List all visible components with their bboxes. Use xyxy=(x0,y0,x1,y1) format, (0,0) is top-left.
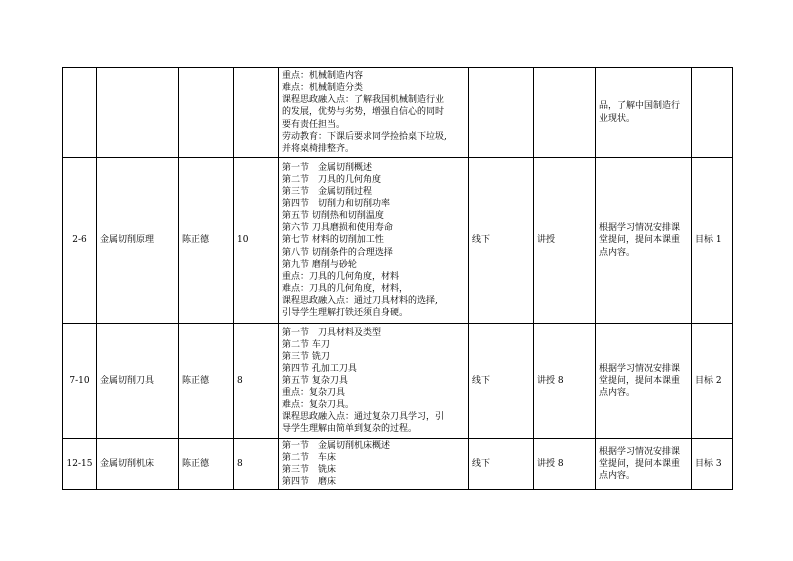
teacher-cell: 陈正德 xyxy=(179,158,234,324)
content-line: 第一节 金属切削概述 xyxy=(282,162,373,173)
method-cell: 讲授 xyxy=(534,158,596,324)
content-line: 第三节 铣刀 xyxy=(282,351,330,362)
content-line: 的发展，优势与劣势，增强自信心的同时 xyxy=(282,107,445,118)
content-line: 课程思政融入点：通过刀具材料的选择, xyxy=(282,295,438,306)
chapter-cell: 金属切削机床 xyxy=(97,439,179,490)
table-row xyxy=(63,68,733,158)
content-line: 第四节 切削力和切削功率 xyxy=(282,199,391,210)
mode-cell: 线下 xyxy=(469,158,534,324)
content-line: 难点：机械制造分类 xyxy=(282,83,364,94)
chapter-cell: 金属切削刀具 xyxy=(97,324,179,439)
week-cell: 2-6 xyxy=(63,158,97,324)
hours-cell: 8 xyxy=(234,439,279,490)
content-line: 第一节 刀具材料及类型 xyxy=(282,327,382,338)
content-line: 难点：刀具的几何角度，材料， xyxy=(282,283,409,294)
content-line: 要有责任担当。 xyxy=(282,119,346,130)
content-line: 重点：机械制造内容 xyxy=(282,71,364,82)
content-cell xyxy=(279,324,469,439)
teaching-schedule-table xyxy=(62,67,733,490)
content-line: 第三节 铣床 xyxy=(282,465,337,475)
content-line: 第五节 复杂刀具 xyxy=(282,375,348,386)
content-line: 导学生理解由简单到复杂的过程。 xyxy=(282,424,418,435)
note-cell: 品，了解中国制造行业现状。 xyxy=(596,68,692,158)
goal-cell: 目标 1 xyxy=(692,158,733,324)
content-line: 课程思政融入点：了解我国机械制造行业 xyxy=(282,95,445,106)
content-line: 第二节 刀具的几何角度 xyxy=(282,174,382,185)
table-row xyxy=(63,324,733,439)
mode-cell: 线下 xyxy=(469,439,534,490)
content-line: 第二节 车刀 xyxy=(282,339,330,350)
method-cell xyxy=(534,68,596,158)
note-cell: 根据学习情况安排课堂提问，提问本课重点内容。 xyxy=(596,158,692,324)
mode-cell: 线下 xyxy=(469,324,534,439)
content-line: 第九节 磨削与砂轮 xyxy=(282,259,357,270)
week-cell xyxy=(63,68,97,158)
teacher-cell: 陈正德 xyxy=(179,439,234,490)
chapter-cell: 金属切削原理 xyxy=(97,158,179,324)
content-line: 重点：刀具的几何角度，材料 xyxy=(282,271,400,282)
note-cell: 根据学习情况安排课堂提问，提问本课重点内容。 xyxy=(596,324,692,439)
note-cell: 根据学习情况安排课堂提问，提问本课重点内容。 xyxy=(596,439,692,490)
mode-cell xyxy=(469,68,534,158)
content-line: 第一节 金属切削机床概述 xyxy=(282,440,391,451)
content-cell xyxy=(279,439,469,490)
chapter-cell xyxy=(97,68,179,158)
goal-cell: 目标 3 xyxy=(692,439,733,490)
teacher-cell: 陈正德 xyxy=(179,324,234,439)
table-row xyxy=(63,158,733,324)
hours-cell xyxy=(234,68,279,158)
content-line: 课程思政融入点：通过复杂刀具学习，引 xyxy=(282,412,445,423)
table-row xyxy=(63,439,733,490)
content-cell xyxy=(279,158,469,324)
content-line: 劳动教育：下课后要求同学捡拾桌下垃圾, xyxy=(282,131,447,142)
content-line: 重点：复杂刀具 xyxy=(282,388,346,399)
teacher-cell xyxy=(179,68,234,158)
goal-cell xyxy=(692,68,733,158)
hours-cell: 10 xyxy=(234,158,279,324)
content-line: 第七节 材料的切削加工性 xyxy=(282,235,384,246)
method-cell: 讲授 8 xyxy=(534,324,596,439)
content-line: 并将桌椅排整齐。 xyxy=(282,143,355,154)
content-line: 第三节 金属切削过程 xyxy=(282,187,373,198)
week-cell: 7-10 xyxy=(63,324,97,439)
week-cell: 12-15 xyxy=(63,439,97,490)
content-line: 引导学生理解打铁还须自身硬。 xyxy=(282,308,409,319)
content-cell xyxy=(279,68,469,158)
goal-cell: 目标 2 xyxy=(692,324,733,439)
content-line: 第五节 切削热和切削温度 xyxy=(282,211,384,222)
content-line: 第四节 磨床 xyxy=(282,477,337,488)
content-line: 第四节 孔加工刀具 xyxy=(282,363,357,374)
hours-cell: 8 xyxy=(234,324,279,439)
content-line: 难点：复杂刀具。 xyxy=(282,400,355,411)
content-line: 第八节 切削条件的合理选择 xyxy=(282,247,393,258)
content-line: 第六节 刀具磨损和使用寿命 xyxy=(282,223,393,234)
content-line: 第二节 车床 xyxy=(282,452,337,463)
method-cell: 讲授 8 xyxy=(534,439,596,490)
